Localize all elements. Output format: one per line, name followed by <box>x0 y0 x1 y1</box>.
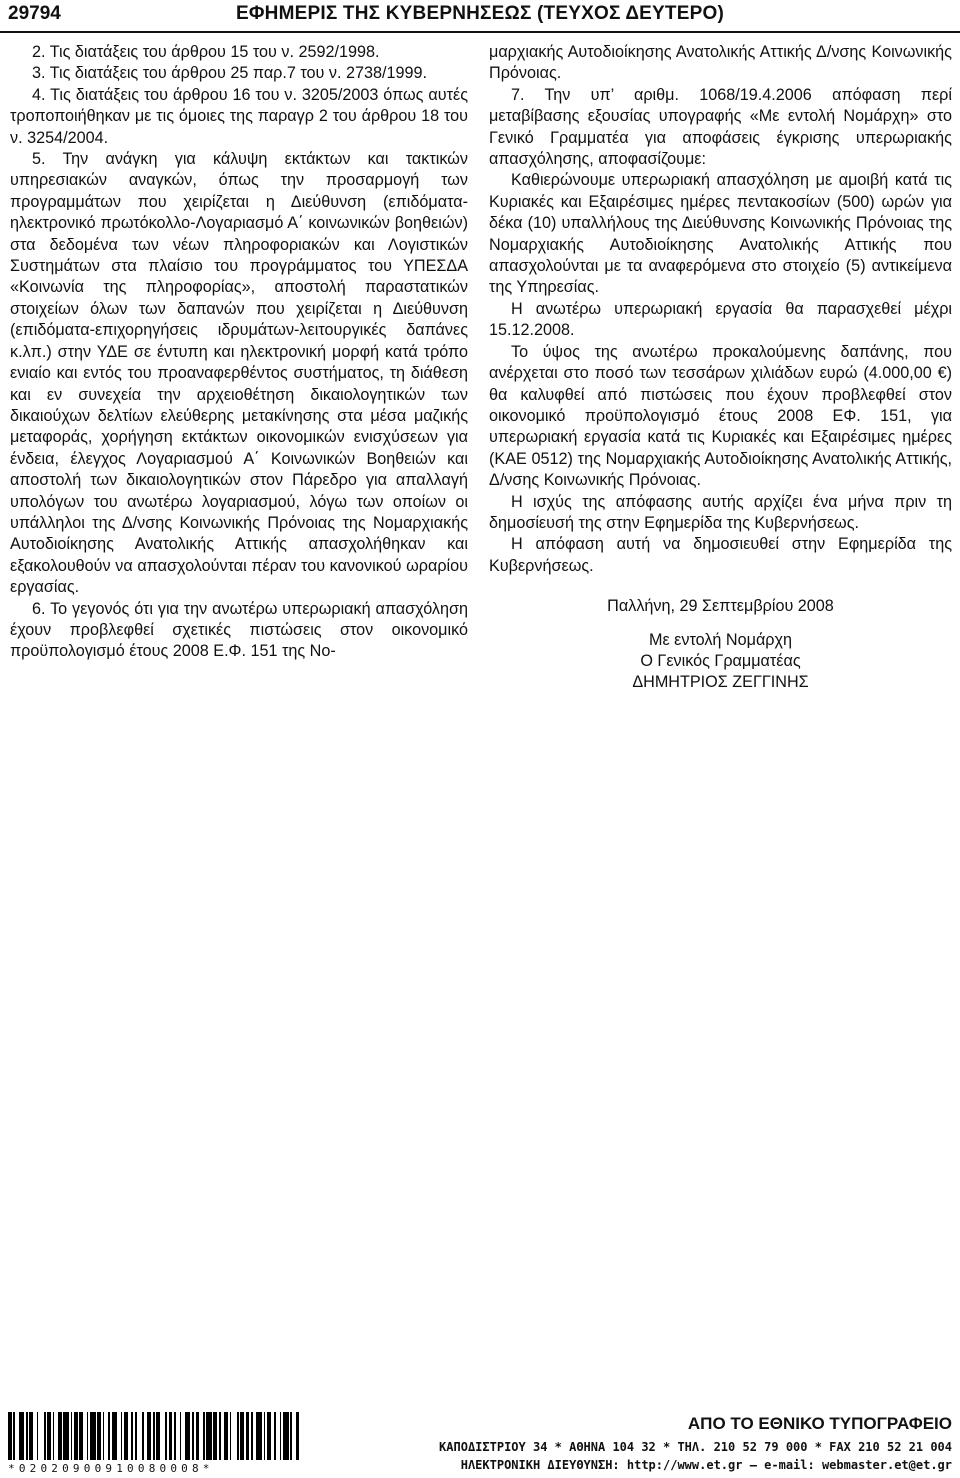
printer-address: ΚΑΠΟΔΙΣΤΡΙΟΥ 34 * ΑΘΗΝΑ 104 32 * ΤΗΛ. 210 52 79 000 * FAX 210 52 21 004 <box>439 1440 952 1454</box>
page-number: 29794 <box>8 3 61 24</box>
publication-paragraph: Η απόφαση αυτή να δημοσιευθεί στην Εφημερίδα της Κυβερνήσεως. <box>489 535 952 575</box>
gazette-title: ΕΦΗΜΕΡΙΣ ΤΗΣ ΚΥΒΕΡΝΗΣΕΩΣ (ΤΕΥΧΟΣ ΔΕΥΤΕΡΟ) <box>236 3 724 24</box>
validity-paragraph: Η ισχύς της απόφασης αυτής αρχίζει ένα μήνα πριν τη δημοσίευσή της στην Εφημερίδα της Κυβερνήσεως. <box>489 492 952 532</box>
signatory-name: ΔΗΜΗΤΡΙΟΣ ΖΕΓΓΙΝΗΣ <box>632 673 809 692</box>
right-column <box>489 42 952 694</box>
clause-6: 6. Το γεγονός ότι για την ανωτέρω υπερωριακή απασχόληση έχουν προβλεφθεί σχετικές πιστώσεις στον οικονομικό προϋπολογισμό έτους 2008 Ε.Φ. 151 της Νο- <box>10 599 468 661</box>
barcode-graphic <box>8 1412 302 1460</box>
page-header <box>0 0 960 30</box>
printer-web-contact: ΗΛΕΚΤΡΟΝΙΚΗ ΔΙΕΥΘΥΝΣΗ: http://www.et.gr — e-mail: webmaster.et@et.gr <box>460 1458 952 1472</box>
clause-3: 3. Τις διατάξεις του άρθρου 25 παρ.7 του ν. 2738/1999. <box>32 64 428 83</box>
printer-name: ΑΠΟ ΤΟ ΕΘΝΙΚΟ ΤΥΠΟΓΡΑΦΕΙΟ <box>687 1414 952 1433</box>
signatory-line2: Ο Γενικός Γραμματέας <box>640 651 801 670</box>
left-column <box>10 42 468 663</box>
barcode-digits: *02020900910080008* <box>8 1462 214 1475</box>
clause-7: 7. Την υπ’ αριθμ. 1068/19.4.2006 απόφαση περί μεταβίβασης εξουσίας υπογραφής «Με εντολή Νομάρχη» στο Γενικό Γραμματέα για αποφάσεις έγκρισης υπερωριακής απασχόλησης, αποφασίζουμε: <box>489 85 952 169</box>
place-date: Παλλήνη, 29 Σεπτεμβρίου 2008 <box>607 597 834 616</box>
decision-paragraph: Καθιερώνουμε υπερωριακή απασχόληση με αμοιβή κατά τις Κυριακές και Εξαιρέσιμες ημέρες πεντακοσίων (500) ωρών για δέκα (10) υπαλλήλους της Διεύθυνσης Κοινωνικής Πρόνοιας της Νομαρχιακής Αυτοδιοίκησης Ανατολικής Αττικής που απασχολούνται με τα αναφερόμενα στο στοιχείο (5) αντικείμενα της Υπηρεσίας. <box>489 171 952 297</box>
clause-2: 2. Τις διατάξεις του άρθρου 15 του ν. 2592/1998. <box>32 43 380 61</box>
clause-6-continued: μαρχιακής Αυτοδιοίκησης Ανατολικής Αττικής Δ/νσης Κοινωνικής Πρόνοιας. <box>489 43 952 83</box>
header-rule <box>0 31 960 33</box>
page-footer <box>0 1412 960 1478</box>
cost-paragraph: Το ύψος της ανωτέρω προκαλούμενης δαπάνης, που ανέρχεται στο ποσό των τεσσάρων χιλιάδων ευρώ (4.000,00 €) θα καλυφθεί από πιστώσεις που έχουν προβλεφθεί στον οικονομικό προϋπολογισμό έτους 2008 ΕΦ. 151, για υπερωριακή εργασία κατά τις Κυριακές και Εξαιρέσιμες ημέρες (ΚΑΕ 0512) της Νομαρχιακής Αυτοδιοίκησης Ανατολικής Αττικής, Δ/νσης Κοινωνικής Πρόνοιας. <box>489 342 952 490</box>
clause-4: 4. Τις διατάξεις του άρθρου 16 του ν. 3205/2003 όπως αυτές τροποποιήθηκαν με τις όμοιες της παραγρ 2 του άρθρου 18 του ν. 3254/2004. <box>10 85 468 147</box>
barcode-bar <box>299 1412 301 1460</box>
clause-5: 5. Την ανάγκη για κάλυψη εκτάκτων και τακτικών υπηρεσιακών αναγκών, όπως την προσαρμογή των προγραμμάτων που χειρίζεται η Διεύθυνση (επιδόματα-ηλεκτρονικό πρωτόκολλο-Λογαριασμό Α΄ κοινωνικών βοηθειών) στα δεδομένα των νέων πληροφοριακών και Λογιστικών Συστημάτων στα πλαίσιο του προγράμματος του ΥΠΕΣΔΑ «Κοινωνία της πληροφορίας», αποστολή παραστατικών στοιχείων όλων των δαπανών που χειρίζεται η Διεύθυνση (επιδόματα-επιχορηγήσεις ιδρυμάτων-λειτουργικές δαπάνες κ.λπ.) στην ΥΔΕ σε έντυπη και ηλεκτρονική μορφή κατά τρόπο ενιαίο και εντός του προαναφερθέντος συστήματος, τη διάθεση και εν συνεχεία την αρχειοθέτηση δικαιολογητικών των δικαιούχων δελτίων ελεύθερης μετακίνησης στα μέσα μαζικής μεταφοράς, χορήγηση εκτάκτων οικονομικών ενισχύσεων για ένδεια, έλεγχος Λογαριασμού Α΄ Κοινωνικών Βοηθειών και αποστολή των δικαιολογητικών στον Πάρεδρο για απαλλαγή υπολόγων του ανωτέρω λογαριασμού, λόγω των οποίων οι υπάλληλοι της Δ/νσης Κοινωνικής Πρόνοιας της Νομαρχιακής Αυτοδιοίκησης Ανατολικής Αττικής απασχολήθηκαν και εξακολουθούν να απασχολούνται πέραν του κανονικού ωραρίου εργασίας. <box>10 150 468 597</box>
deadline-paragraph: Η ανωτέρω υπερωριακή εργασία θα παρασχεθεί μέχρι 15.12.2008. <box>489 299 952 340</box>
signatory-line1: Με εντολή Νομάρχη <box>648 630 793 649</box>
